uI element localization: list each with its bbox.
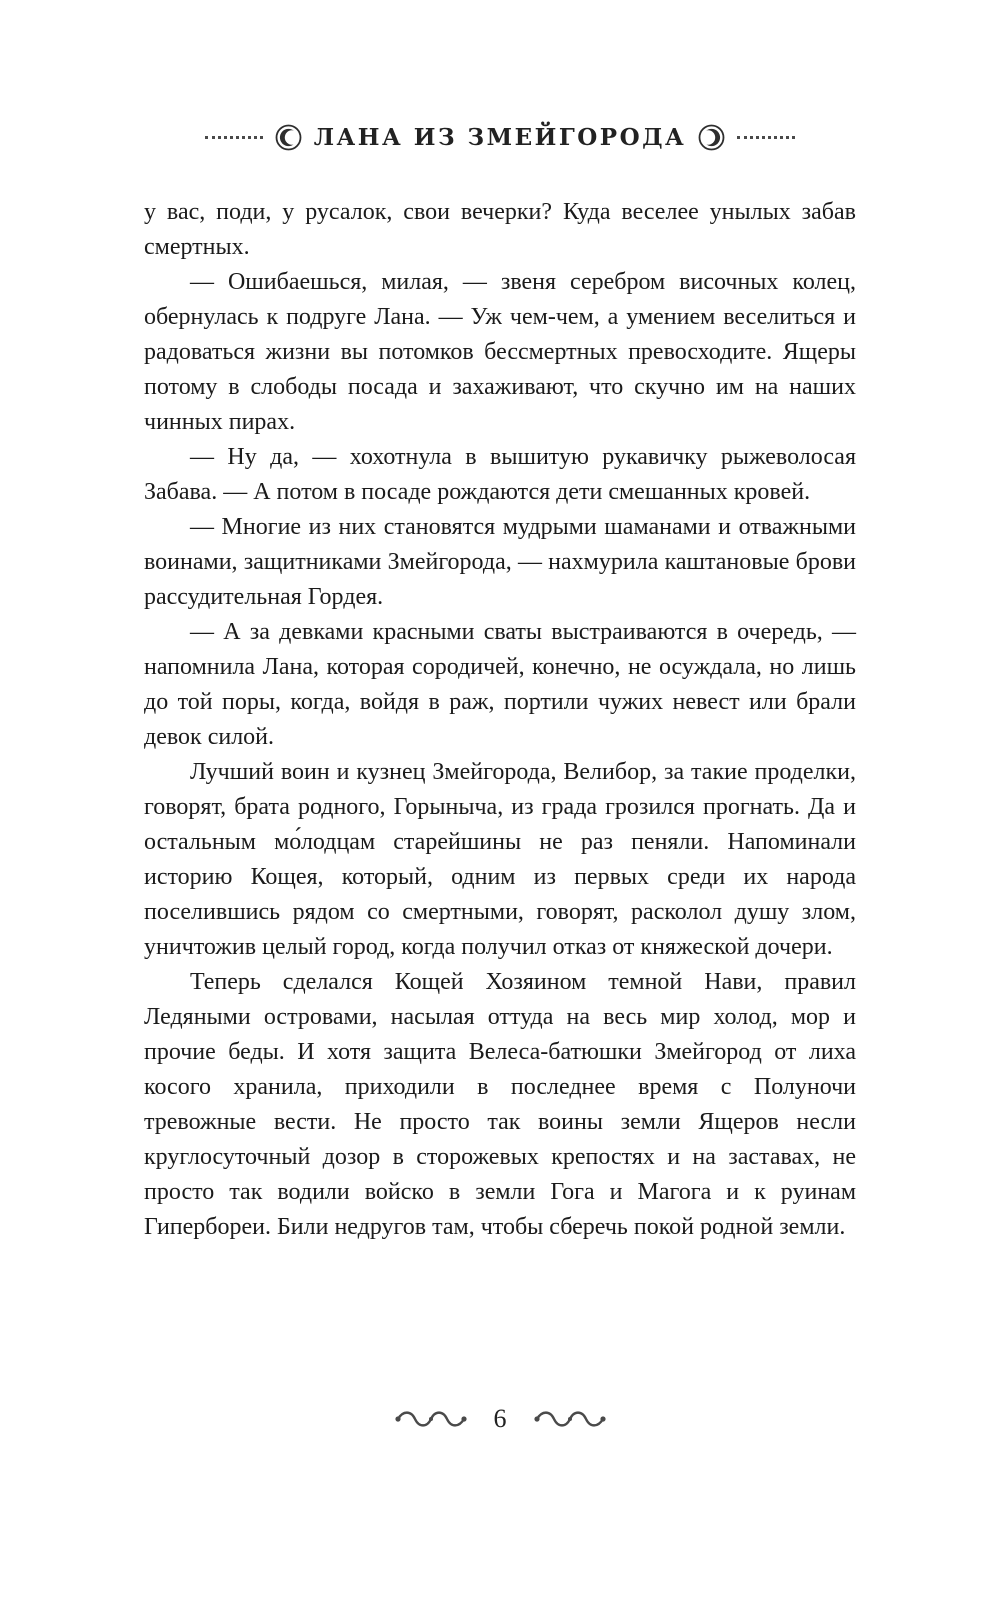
paragraph: Теперь сделался Кощей Хозяином темной Нави, правил Ледяными островами, насылая оттуда на весь мир холод, мор и прочие беды. И хотя защита Велеса-батюшки Змейгород от лиха косого хранила, приходили в последнее время с Полуночи тревожные вести. Не просто так воины земли Ящеров несли круглосуточный дозор в сторожевых крепостях и на заставах, не просто так водили войско в земли Гога и Магога и к руинам Гипербореи. Били недругов там, чтобы сберечь покой родной земли. (144, 969, 856, 1240)
page-text (144, 195, 856, 1245)
dotted-rule-right-icon (737, 136, 795, 139)
paragraph: — Многие из них становятся мудрыми шаманами и отважными воинами, защитниками Змейгорода, — нахмурила каштановые брови рассудительная Гордея. (144, 514, 856, 610)
crescent-moon-left-icon (275, 124, 302, 151)
dotted-rule-left-icon (205, 136, 263, 139)
paragraph: — А за девками красными сваты выстраиваются в очередь, — напомнила Лана, которая сородичей, конечно, не осуждала, но лишь до той поры, когда, войдя в раж, портили чужих невест или брали девок силой. (144, 619, 856, 750)
chapter-header (0, 124, 1000, 151)
paragraph: — Ну да, — хохотнула в вышитую рукавичку рыжеволосая Забава. — А потом в посаде рождаются дети смешанных кровей. (144, 444, 856, 505)
book-title: ЛАНА ИЗ ЗМЕЙГОРОДА (313, 124, 687, 151)
paragraph: у вас, поди, у русалок, свои вечерки? Куда веселее унылых забав смертных. (144, 199, 856, 260)
scroll-flourish-right-icon (533, 1409, 607, 1429)
crescent-moon-right-icon (698, 124, 725, 151)
paragraph: Лучший воин и кузнец Змейгорода, Велибор, за такие проделки, говорят, брата родного, Горыныча, из града грозился прогнать. Да и остальным мо́лодцам старейшины не раз пеняли. Напоминали историю Кощея, который, одним из первых среди их народа поселившись рядом со смертными, говорят, расколол душу злом, уничтожив целый город, когда получил отказ от княжеской дочери. (144, 759, 856, 960)
paragraph: — Ошибаешься, милая, — звеня серебром височных колец, обернулась к подруге Лана. — Уж чем-чем, а умением веселиться и радоваться жизни вы потомков бессмертных превосходите. Ящеры потому в слободы посада и захаживают, что скучно им на наших чинных пирах. (144, 269, 856, 435)
scroll-flourish-left-icon (394, 1409, 468, 1429)
page-footer (0, 1406, 1000, 1432)
page-number: 6 (493, 1404, 507, 1433)
